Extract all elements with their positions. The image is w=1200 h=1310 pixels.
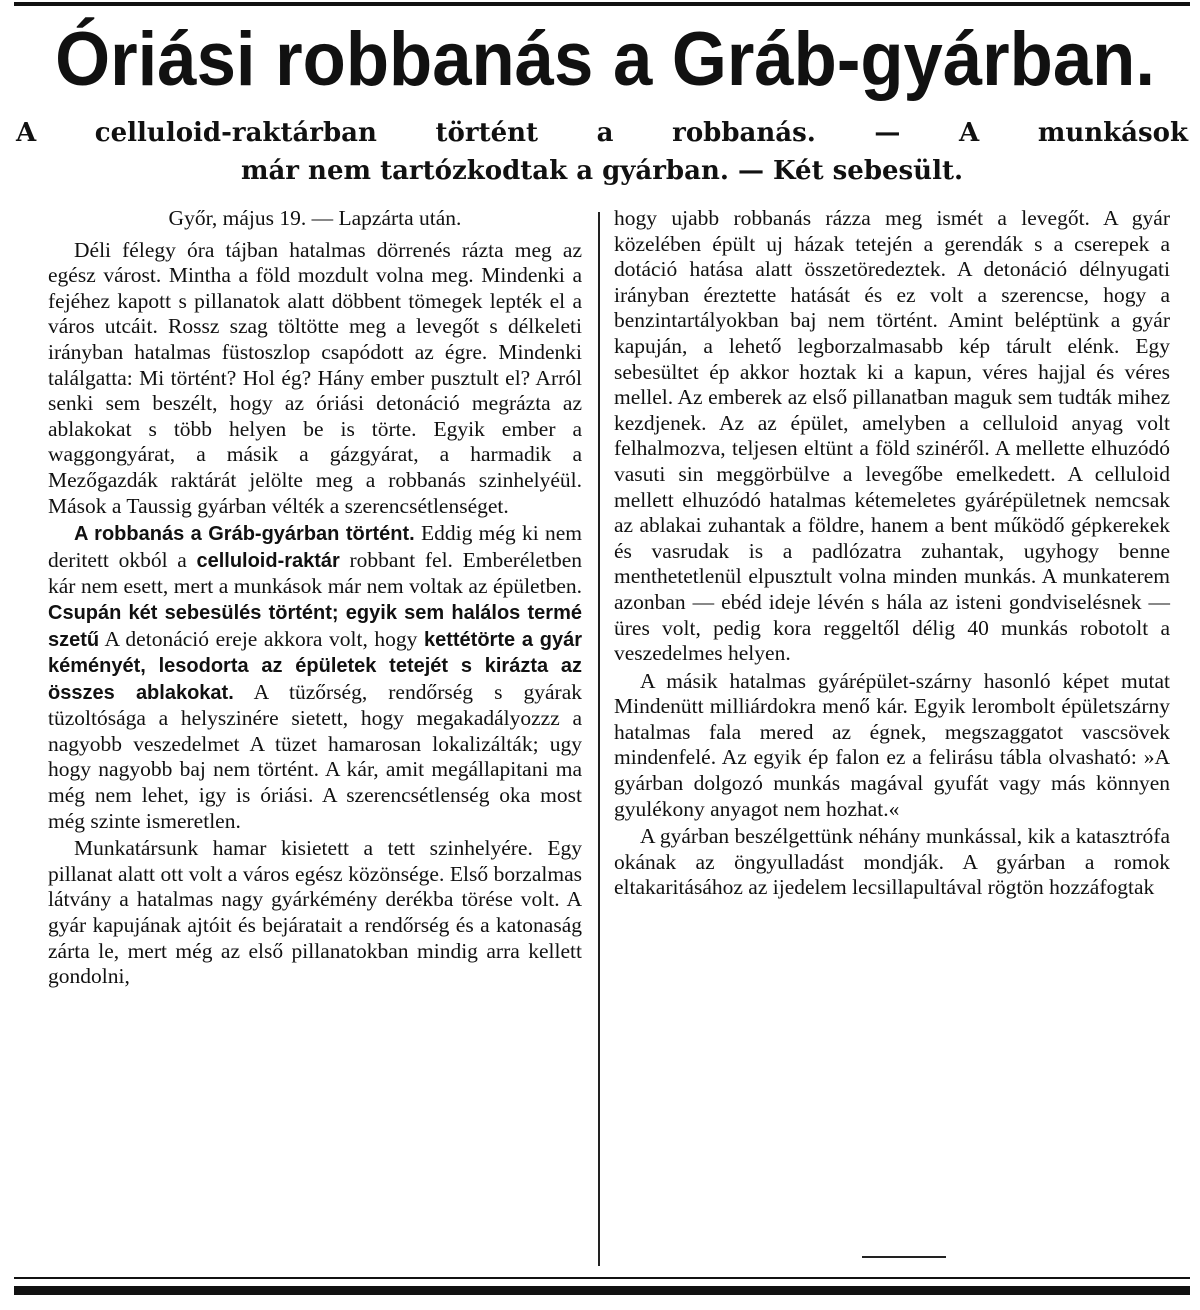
bottom-rule-thick: [14, 1286, 1190, 1295]
bold-celluloid: celluloid-raktár: [196, 549, 340, 572]
bold-injuries: Csupán két sebesülés történt; egyik sem halálos termé szetű: [48, 601, 582, 651]
paragraph-2-text-a: Eddig még ki nem deritett okból a: [48, 521, 582, 572]
paragraph-2-text-e: A detonáció ereje akkora volt, hogy: [99, 626, 424, 651]
top-rule: [14, 2, 1190, 6]
bold-lead: A robbanás a Gráb-gyárban történt.: [74, 523, 415, 546]
paragraph-2-text-g: A tüzőrség, rendőrség s gyárak tüzoltósága a helyszinére sietett, hogy megakadályozzz a nagyobb veszedelmet A tüzet hamarosan lokalizálták; ugy hogy nagyobb baj nem történt. A kár, amit megállapitani ma még nem lehet, igy is óriási. A szerencsétlenség oka most még szinte ismeretlen.: [48, 679, 582, 833]
article-end-rule: [862, 1256, 946, 1258]
headline: Óriási robbanás a Gráb-gyárban.: [55, 17, 1155, 102]
left-column: [48, 206, 582, 990]
column-divider: [598, 212, 600, 1266]
right-column: [614, 206, 1170, 901]
paragraph-6: A gyárban beszélgettünk néhány munkással, kik a katasztrófa okának az öngyulladást mondják. A gyárban a romok eltakaritásához az ijedelem lecsillapultával rögtön hozzáfogtak: [614, 824, 1170, 900]
paragraph-4: hogy ujabb robbanás rázza meg ismét a levegőt. A gyár közelében épült uj házak tetején a gerendák s a cserepek a dotáció hatása alatt összetöredeztek. A detonáció délnyugati irányban éreztette hatását és ez volt a szerencse, hogy a benzintartályokban baj nem történt. Amint beléptünk a gyár kapuján, a lehető legborzalmasabb kép tárult elénk. Egy sebesültet ép akkor hoztak ki a kapun, véres hajjal és véres mellel. Az emberek az első pillanatban maguk sem tudták mihez kezdjenek. Az az épület, amelyben a celluloid anyag volt felhalmozva, teljesen eltünt a föld szinéről. A mellette elhuzódó vasuti sin meggörbülve a levegőbe emelkedett. A celluloid mellett elhuzódó hatalmas kétemeletes gyárépületnek nemcsak az ablakai zuhantak a földre, hanem a bent működő gépkerekek és vasrudak is a padlózatra zuhantak, ugyhogy benne menthetetlenül elpusztult volna minden munkás. A munkaterem azonban — ebéd ideje lévén s hála az isteni gondviselésnek — üres volt, pedig kora reggeltől délig 40 munkás robotolt a veszedelmes helyen.: [614, 206, 1170, 666]
paragraph-2-text-c: robbant fel. Emberéletben kár nem esett, mert a munkások már nem voltak az épületben.: [48, 547, 582, 599]
paragraph-5: A másik hatalmas gyárépület-szárny hasonló képet mutat Mindenütt milliárdokra menő kár. Egyik lerombolt épületszárny hatalmas fala mered az égnek, megszaggatot vascsövek mindenfelé. Az egyik ép falon ez a felirásu tábla olvasható: »A gyárban dolgozó munkás magával gyufát vagy más könnyen gyulékony anyagot nem hozhat.«: [614, 668, 1170, 821]
paragraph-2: [48, 521, 582, 834]
paragraph-3: Munkatársunk hamar kisietett a tett szinhelyére. Egy pillanat alatt ott volt a város egész közönsége. Első borzalmas látvány a hatalmas nagy gyárkémény derékba törése volt. A gyár kapujának ajtóit és bejáratait a rendőrség és a katonaság zárta le, mert még az első pillanatokban mindig arra kellett gondolni,: [48, 836, 582, 989]
dateline: Győr, május 19. — Lapzárta után.: [168, 206, 462, 230]
bottom-rule-thin: [14, 1277, 1190, 1279]
bold-damage: kettétörte a gyár kéményét, lesodorta az épületek tetejét s kirázta az összes ablakokat.: [48, 628, 582, 704]
subheadline-line-2: már nem tartózkodtak a gyárban. — Két sebesült.: [240, 156, 964, 186]
subheadline-line-1: A celluloid-raktárban történt a robbanás. — A munkások: [16, 118, 1188, 148]
paragraph-1: Déli félegy óra tájban hatalmas dörrenés rázta meg az egész várost. Mintha a föld mozdult volna meg. Mindenki a fejéhez kapott s pillanatok alatt döbbent tömegek lepték el a város utcáit. Rossz szag töltötte meg a levegőt s délkeleti irányban hatalmas füstoszlop csapódott az égre. Mindenki találgatta: Mi történt? Hol ég? Hány ember pusztult el? Arról senki sem beszélt, hogy az óriási detonáció megrázta az ablakokat s több helyen be is törte. Egyik ember a waggongyárat, a másik a gázgyárat, a harmadik a Mezőgazdák raktárát jelölte meg a robbanás szinhelyéül. Mások a Taussig gyárban vélték a szerencsétlenséget.: [48, 237, 582, 518]
